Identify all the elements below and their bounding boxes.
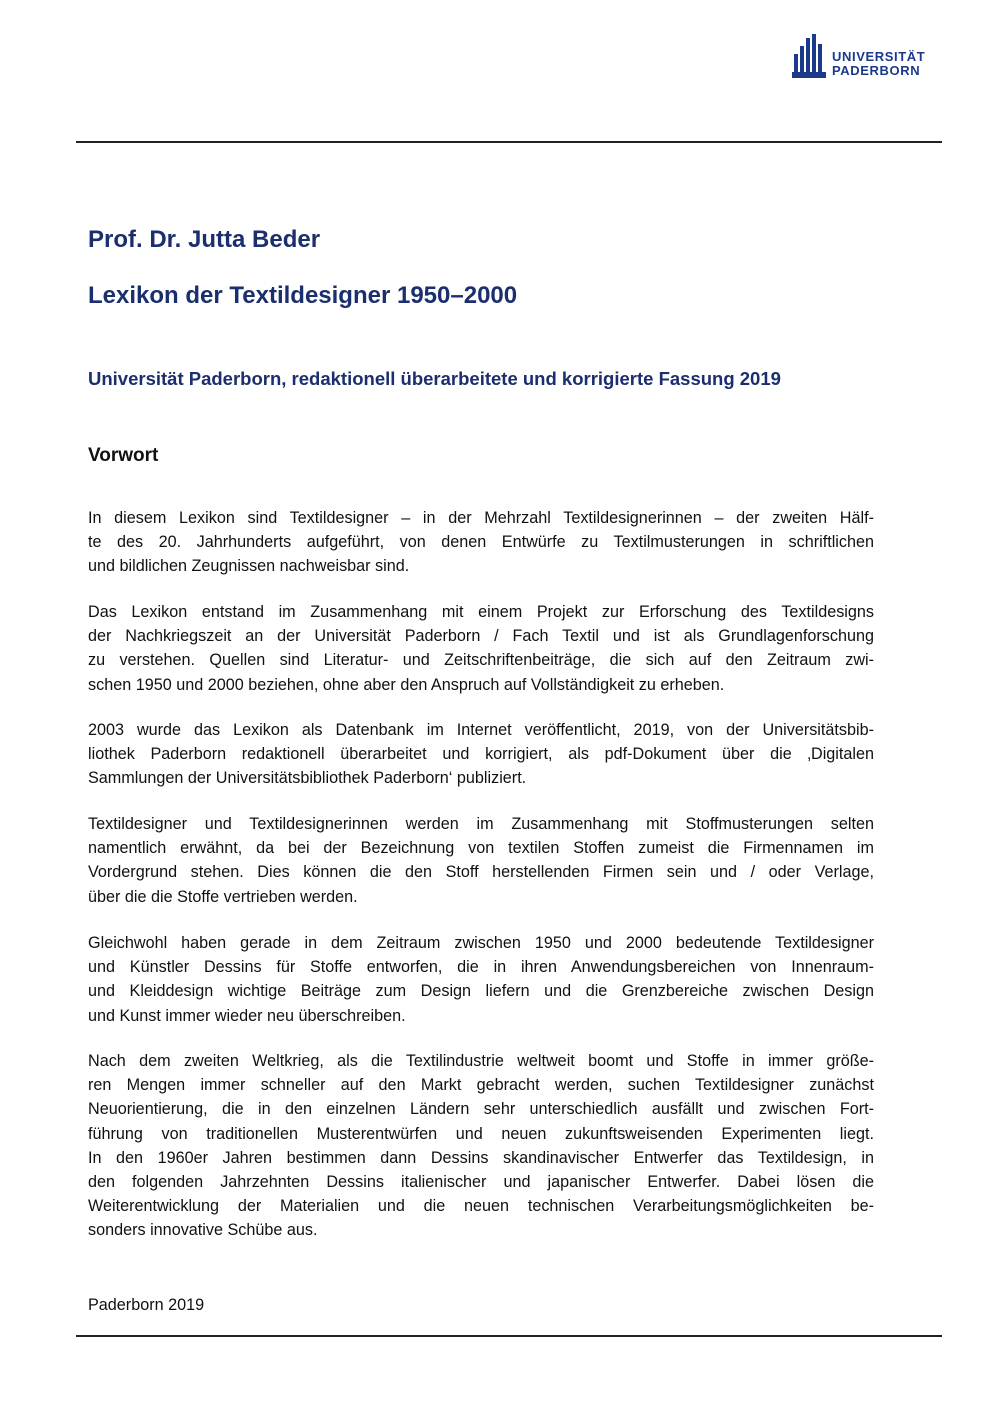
paragraph-line: über die die Stoffe vertrieben werden. (88, 887, 358, 906)
paragraph-line: der Nachkriegszeit an der Universität Paderborn / Fach Textil und ist als Grundlagenforschung (88, 627, 874, 646)
paragraph-line: führung von traditionellen Musterentwürfen und neuen zukunftsweisenden Experimenten liegt. (88, 1124, 874, 1143)
paragraph (88, 1049, 874, 1243)
paragraph-line: Textildesigner und Textildesignerinnen werden im Zusammenhang mit Stoffmusterungen selten (88, 815, 874, 833)
university-logo (792, 32, 942, 84)
logo-line-1: UNIVERSITÄT (832, 49, 926, 64)
paragraph-line: den folgenden Jahrzehnten Dessins italienischer und japanischer Entwerfer. Dabei lösen die (88, 1172, 874, 1191)
paragraph-line: In den 1960er Jahren bestimmen dann Dessins skandinavischer Entwerfer das Textildesign, in (88, 1148, 874, 1167)
paragraph-line: Vordergrund stehen. Dies können die den Stoff herstellenden Firmen sein und / oder Verlage, (88, 863, 874, 882)
paragraph-line: sonders innovative Schübe aus. (88, 1221, 318, 1240)
place-date: Paderborn 2019 (88, 1296, 205, 1314)
paragraph-line: zu verstehen. Quellen sind Literatur- und Zeitschriftenbeiträge, die sich auf den Zeitraum zwi- (88, 651, 874, 670)
paragraph-line: ren Mengen immer schneller auf den Markt gebracht werden, suchen Textildesigner zunächst (88, 1076, 874, 1095)
paragraph (88, 812, 874, 909)
paragraph (88, 931, 874, 1028)
paragraph-line: Gleichwohl haben gerade in dem Zeitraum zwischen 1950 und 2000 bedeutende Textildesigner (88, 934, 874, 952)
university-logo-text (832, 50, 925, 78)
edition-subtitle: Universität Paderborn, redaktionell überarbeitete und korrigierte Fassung 2019 (88, 368, 781, 389)
footer-divider (76, 1335, 942, 1337)
paragraph-line: Sammlungen der Universitätsbibliothek Paderborn‘ publiziert. (88, 769, 527, 788)
paragraph-line: te des 20. Jahrhunderts aufgeführt, von denen Entwürfe zu Textilmusterungen in schriftlichen (88, 533, 874, 552)
author-title: Prof. Dr. Jutta Beder (88, 226, 321, 253)
paragraph-line: namentlich erwähnt, da bei der Bezeichnung von textilen Stoffen zumeist die Firmennamen im (88, 839, 874, 858)
paragraph-line: liothek Paderborn redaktionell überarbeitet und korrigiert, als pdf-Dokument über die ‚Digitalen (88, 745, 874, 764)
paragraph-line: 2003 wurde das Lexikon als Datenbank im Internet veröffentlicht, 2019, von der Universitätsbib- (88, 721, 874, 739)
paragraph-line: und Künstler Dessins für Stoffe entworfen, die in ihren Anwendungsbereichen von Innenraum- (88, 958, 874, 977)
logo-line-2: PADERBORN (832, 63, 921, 78)
header-divider (76, 141, 942, 143)
paragraph-line: Neuorientierung, die in den einzelnen Ländern sehr unterschiedlich ausfällt und zwischen Fort- (88, 1100, 874, 1119)
section-heading: Vorwort (88, 445, 159, 466)
work-title: Lexikon der Textildesigner 1950–2000 (88, 282, 518, 309)
paragraph-line: und Kunst immer wieder neu überschreiben. (88, 1006, 406, 1025)
university-logo-icon (792, 32, 826, 80)
paragraph-line: schen 1950 und 2000 beziehen, ohne aber den Anspruch auf Vollständigkeit zu erheben. (88, 675, 725, 694)
paragraph-line: und Kleiddesign wichtige Beiträge zum Design liefern und die Grenzbereiche zwischen Design (88, 982, 874, 1001)
paragraph (88, 718, 874, 791)
paragraph (88, 600, 874, 697)
paragraph-line: Nach dem zweiten Weltkrieg, als die Textilindustrie weltweit boomt und Stoffe in immer größe- (88, 1052, 874, 1070)
paragraph-line: und bildlichen Zeugnissen nachweisbar sind. (88, 557, 410, 576)
paragraph-line: In diesem Lexikon sind Textildesigner – in der Mehrzahl Textildesignerinnen – der zweiten Hälf- (88, 509, 874, 527)
paragraph-line: Weiterentwicklung der Materialien und die neuen technischen Verarbeitungsmöglichkeiten be- (88, 1197, 874, 1216)
paragraph (88, 506, 874, 579)
paragraph-line: Das Lexikon entstand im Zusammenhang mit einem Projekt zur Erforschung des Textildesigns (88, 603, 874, 621)
